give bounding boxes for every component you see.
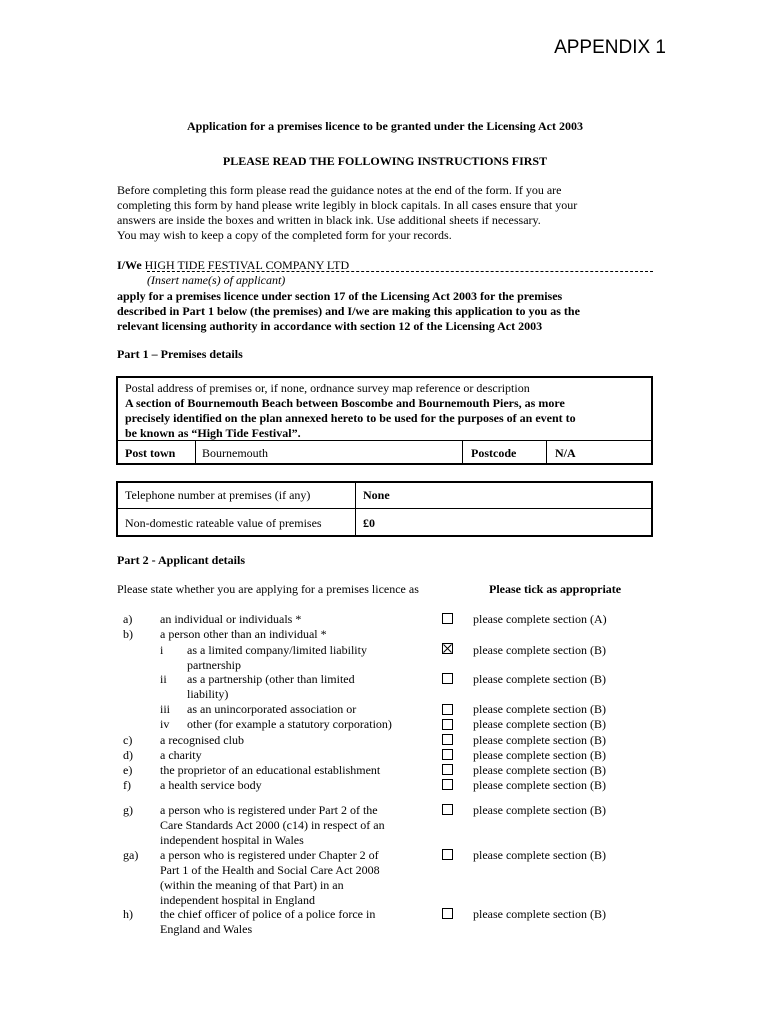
option-text: a charity: [160, 748, 202, 762]
option-checkbox-checked[interactable]: [442, 643, 453, 654]
option-checkbox[interactable]: [442, 749, 453, 760]
rateable-label: Non-domestic rateable value of premises: [125, 516, 322, 530]
option-letter: g): [123, 803, 133, 817]
option-text: [187, 643, 367, 673]
applicant-hint: (Insert name(s) of applicant): [147, 273, 286, 287]
apply-line: described in Part 1 below (the premises) and I/we are making this application to you as the: [117, 304, 580, 318]
option-text: [160, 907, 375, 937]
option-action: please complete section (B): [473, 803, 606, 817]
option-text: a recognised club: [160, 733, 244, 747]
option-text-line: independent hospital in England: [160, 893, 315, 907]
option-letter: ga): [123, 848, 139, 862]
divider: [355, 482, 356, 536]
option-checkbox[interactable]: [442, 804, 453, 815]
option-letter: d): [123, 748, 133, 762]
option-text: other (for example a statutory corporation): [187, 717, 392, 731]
option-checkbox[interactable]: [442, 673, 453, 684]
postcode-value[interactable]: N/A: [555, 446, 576, 460]
option-action: please complete section (B): [473, 672, 606, 686]
option-checkbox[interactable]: [442, 779, 453, 790]
address-line: be known as “High Tide Festival”.: [125, 426, 301, 440]
option-action: please complete section (A): [473, 612, 607, 626]
apply-line: apply for a premises licence under section 17 of the Licensing Act 2003 for the premises: [117, 289, 563, 303]
option-text-line: a person who is registered under Part 2 of the: [160, 803, 378, 817]
option-letter: ii: [160, 672, 167, 686]
option-letter: iii: [160, 702, 171, 716]
telephone-value[interactable]: None: [363, 488, 390, 502]
option-text: an individual or individuals *: [160, 612, 302, 626]
option-action: please complete section (B): [473, 748, 606, 762]
option-letter: a): [123, 612, 133, 626]
option-text-line: (within the meaning of that Part) in an: [160, 878, 344, 892]
option-checkbox[interactable]: [442, 908, 453, 919]
option-checkbox[interactable]: [442, 719, 453, 730]
option-text: [160, 848, 380, 908]
option-checkbox[interactable]: [442, 704, 453, 715]
postcode-label: Postcode: [471, 446, 517, 460]
check-x-icon: [443, 644, 452, 653]
option-checkbox[interactable]: [442, 849, 453, 860]
address-divider: [117, 440, 652, 441]
option-text-line: independent hospital in Wales: [160, 833, 304, 847]
option-letter: c): [123, 733, 133, 747]
intro-line: completing this form by hand please write legibly in block capitals. In all cases ensure that your: [117, 198, 578, 212]
option-text-line: partnership: [187, 658, 241, 672]
option-text-line: the chief officer of police of a police force in: [160, 907, 376, 921]
option-action: please complete section (B): [473, 733, 606, 747]
option-action: please complete section (B): [473, 717, 606, 731]
option-action: please complete section (B): [473, 848, 606, 862]
applicant-prefix: I/We: [117, 258, 142, 272]
option-letter: e): [123, 763, 133, 777]
option-action: please complete section (B): [473, 702, 606, 716]
option-text: the proprietor of an educational establishment: [160, 763, 381, 777]
appendix-label: APPENDIX 1: [554, 37, 666, 58]
premises-address[interactable]: [125, 381, 576, 441]
option-checkbox[interactable]: [442, 764, 453, 775]
option-text-line: Care Standards Act 2000 (c14) in respect of an: [160, 818, 385, 832]
option-letter: iv: [160, 717, 170, 731]
option-text-line: Part 1 of the Health and Social Care Act 2008: [160, 863, 380, 877]
option-letter: h): [123, 907, 133, 921]
apply-line: relevant licensing authority in accordance with section 12 of the Licensing Act 2003: [117, 319, 543, 333]
option-text: a health service body: [160, 778, 262, 792]
option-letter: f): [123, 778, 131, 792]
apply-statement: [117, 289, 580, 334]
part2-question: Please state whether you are applying for a premises licence as: [117, 582, 419, 596]
option-text-line: as a limited company/limited liability: [187, 643, 367, 657]
option-action: please complete section (B): [473, 778, 606, 792]
option-checkbox[interactable]: [442, 613, 453, 624]
option-letter: i: [160, 643, 164, 657]
option-action: please complete section (B): [473, 907, 606, 921]
option-text-line: liability): [187, 687, 229, 701]
address-line: precisely identified on the plan annexed hereto to be used for the purposes of an event to: [125, 411, 576, 425]
option-text: [160, 803, 385, 848]
option-text: a person other than an individual *: [160, 627, 327, 641]
applicant-name[interactable]: HIGH TIDE FESTIVAL COMPANY LTD: [144, 258, 350, 272]
intro-line: Before completing this form please read the guidance notes at the end of the form. If you are: [117, 183, 562, 197]
intro-line: You may wish to keep a copy of the completed form for your records.: [117, 228, 452, 242]
divider: [462, 440, 463, 464]
applicant-name-dotted-line: [147, 271, 653, 272]
option-checkbox[interactable]: [442, 734, 453, 745]
address-label: Postal address of premises or, if none, ordnance survey map reference or description: [125, 381, 530, 395]
post-town-value[interactable]: Bournemouth: [202, 446, 268, 460]
address-line: A section of Bournemouth Beach between Boscombe and Bournemouth Piers, as more: [125, 396, 565, 410]
option-text: [187, 672, 355, 702]
instructions-heading: PLEASE READ THE FOLLOWING INSTRUCTIONS FIRST: [222, 154, 548, 168]
divider: [546, 440, 547, 464]
option-text: as an unincorporated association or: [187, 702, 357, 716]
telephone-label: Telephone number at premises (if any): [125, 488, 311, 502]
divider: [195, 440, 196, 464]
divider: [117, 508, 652, 509]
option-letter: b): [123, 627, 133, 641]
option-action: please complete section (B): [473, 643, 606, 657]
tick-heading: Please tick as appropriate: [489, 582, 622, 596]
part1-heading: Part 1 – Premises details: [117, 347, 243, 361]
part2-heading: Part 2 - Applicant details: [117, 553, 245, 567]
intro-line: answers are inside the boxes and written in black ink. Use additional sheets if necessary.: [117, 213, 541, 227]
rateable-value[interactable]: £0: [363, 516, 375, 530]
post-town-label: Post town: [125, 446, 176, 460]
option-text-line: a person who is registered under Chapter 2 of: [160, 848, 379, 862]
option-text-line: England and Wales: [160, 922, 253, 936]
intro-text: [117, 183, 577, 243]
option-action: please complete section (B): [473, 763, 606, 777]
option-text-line: as a partnership (other than limited: [187, 672, 355, 686]
form-title: Application for a premises licence to be granted under the Licensing Act 2003: [187, 119, 583, 133]
